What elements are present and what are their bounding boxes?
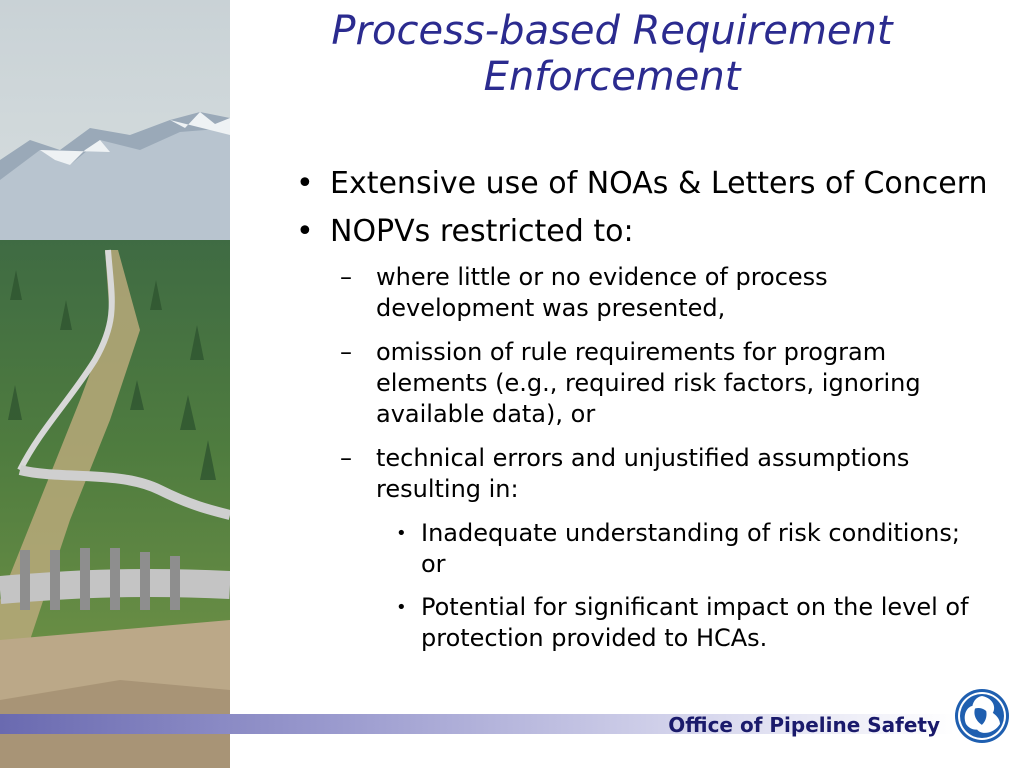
- dot-triskelion-logo: [954, 688, 1010, 744]
- bullet-marker: •: [396, 597, 407, 618]
- slide-title: [232, 8, 992, 100]
- sub-bullet-item: [290, 443, 990, 505]
- slide-title-line-1: Process-based Requirement: [331, 8, 893, 54]
- sub-sub-bullet-item: [290, 592, 990, 654]
- bullet-marker: •: [296, 214, 314, 249]
- bullet-item: [290, 214, 990, 250]
- slide-title-line-2: Enforcement: [483, 54, 741, 100]
- sub-bullet-text: where little or no evidence of process development was presented,: [376, 263, 828, 322]
- bullet-text: Extensive use of NOAs & Letters of Concern: [330, 166, 988, 201]
- bullet-text: NOPVs restricted to:: [330, 214, 634, 249]
- sub-bullet-text: technical errors and unjustified assumptions resulting in:: [376, 444, 910, 503]
- bullet-list: [290, 166, 990, 666]
- sub-sub-bullet-text: Potential for significant impact on the level of protection provided to HCAs.: [421, 593, 969, 652]
- sub-sub-bullet-text: Inadequate understanding of risk conditions; or: [421, 519, 960, 578]
- dash-marker: –: [340, 444, 352, 472]
- footer-label: Office of Pipeline Safety: [668, 713, 940, 737]
- bullet-marker: •: [296, 166, 314, 201]
- dash-marker: –: [340, 263, 352, 291]
- sub-bullet-item: [290, 262, 990, 324]
- pipeline-landscape-photo: [0, 0, 230, 768]
- bullet-marker: •: [396, 523, 407, 544]
- sub-sub-bullet-item: [290, 518, 990, 580]
- sub-bullet-text: omission of rule requirements for program elements (e.g., required risk factors, ignoring available data), or: [376, 338, 921, 428]
- dash-marker: –: [340, 338, 352, 366]
- sub-bullet-item: [290, 337, 990, 430]
- bullet-item: [290, 166, 990, 202]
